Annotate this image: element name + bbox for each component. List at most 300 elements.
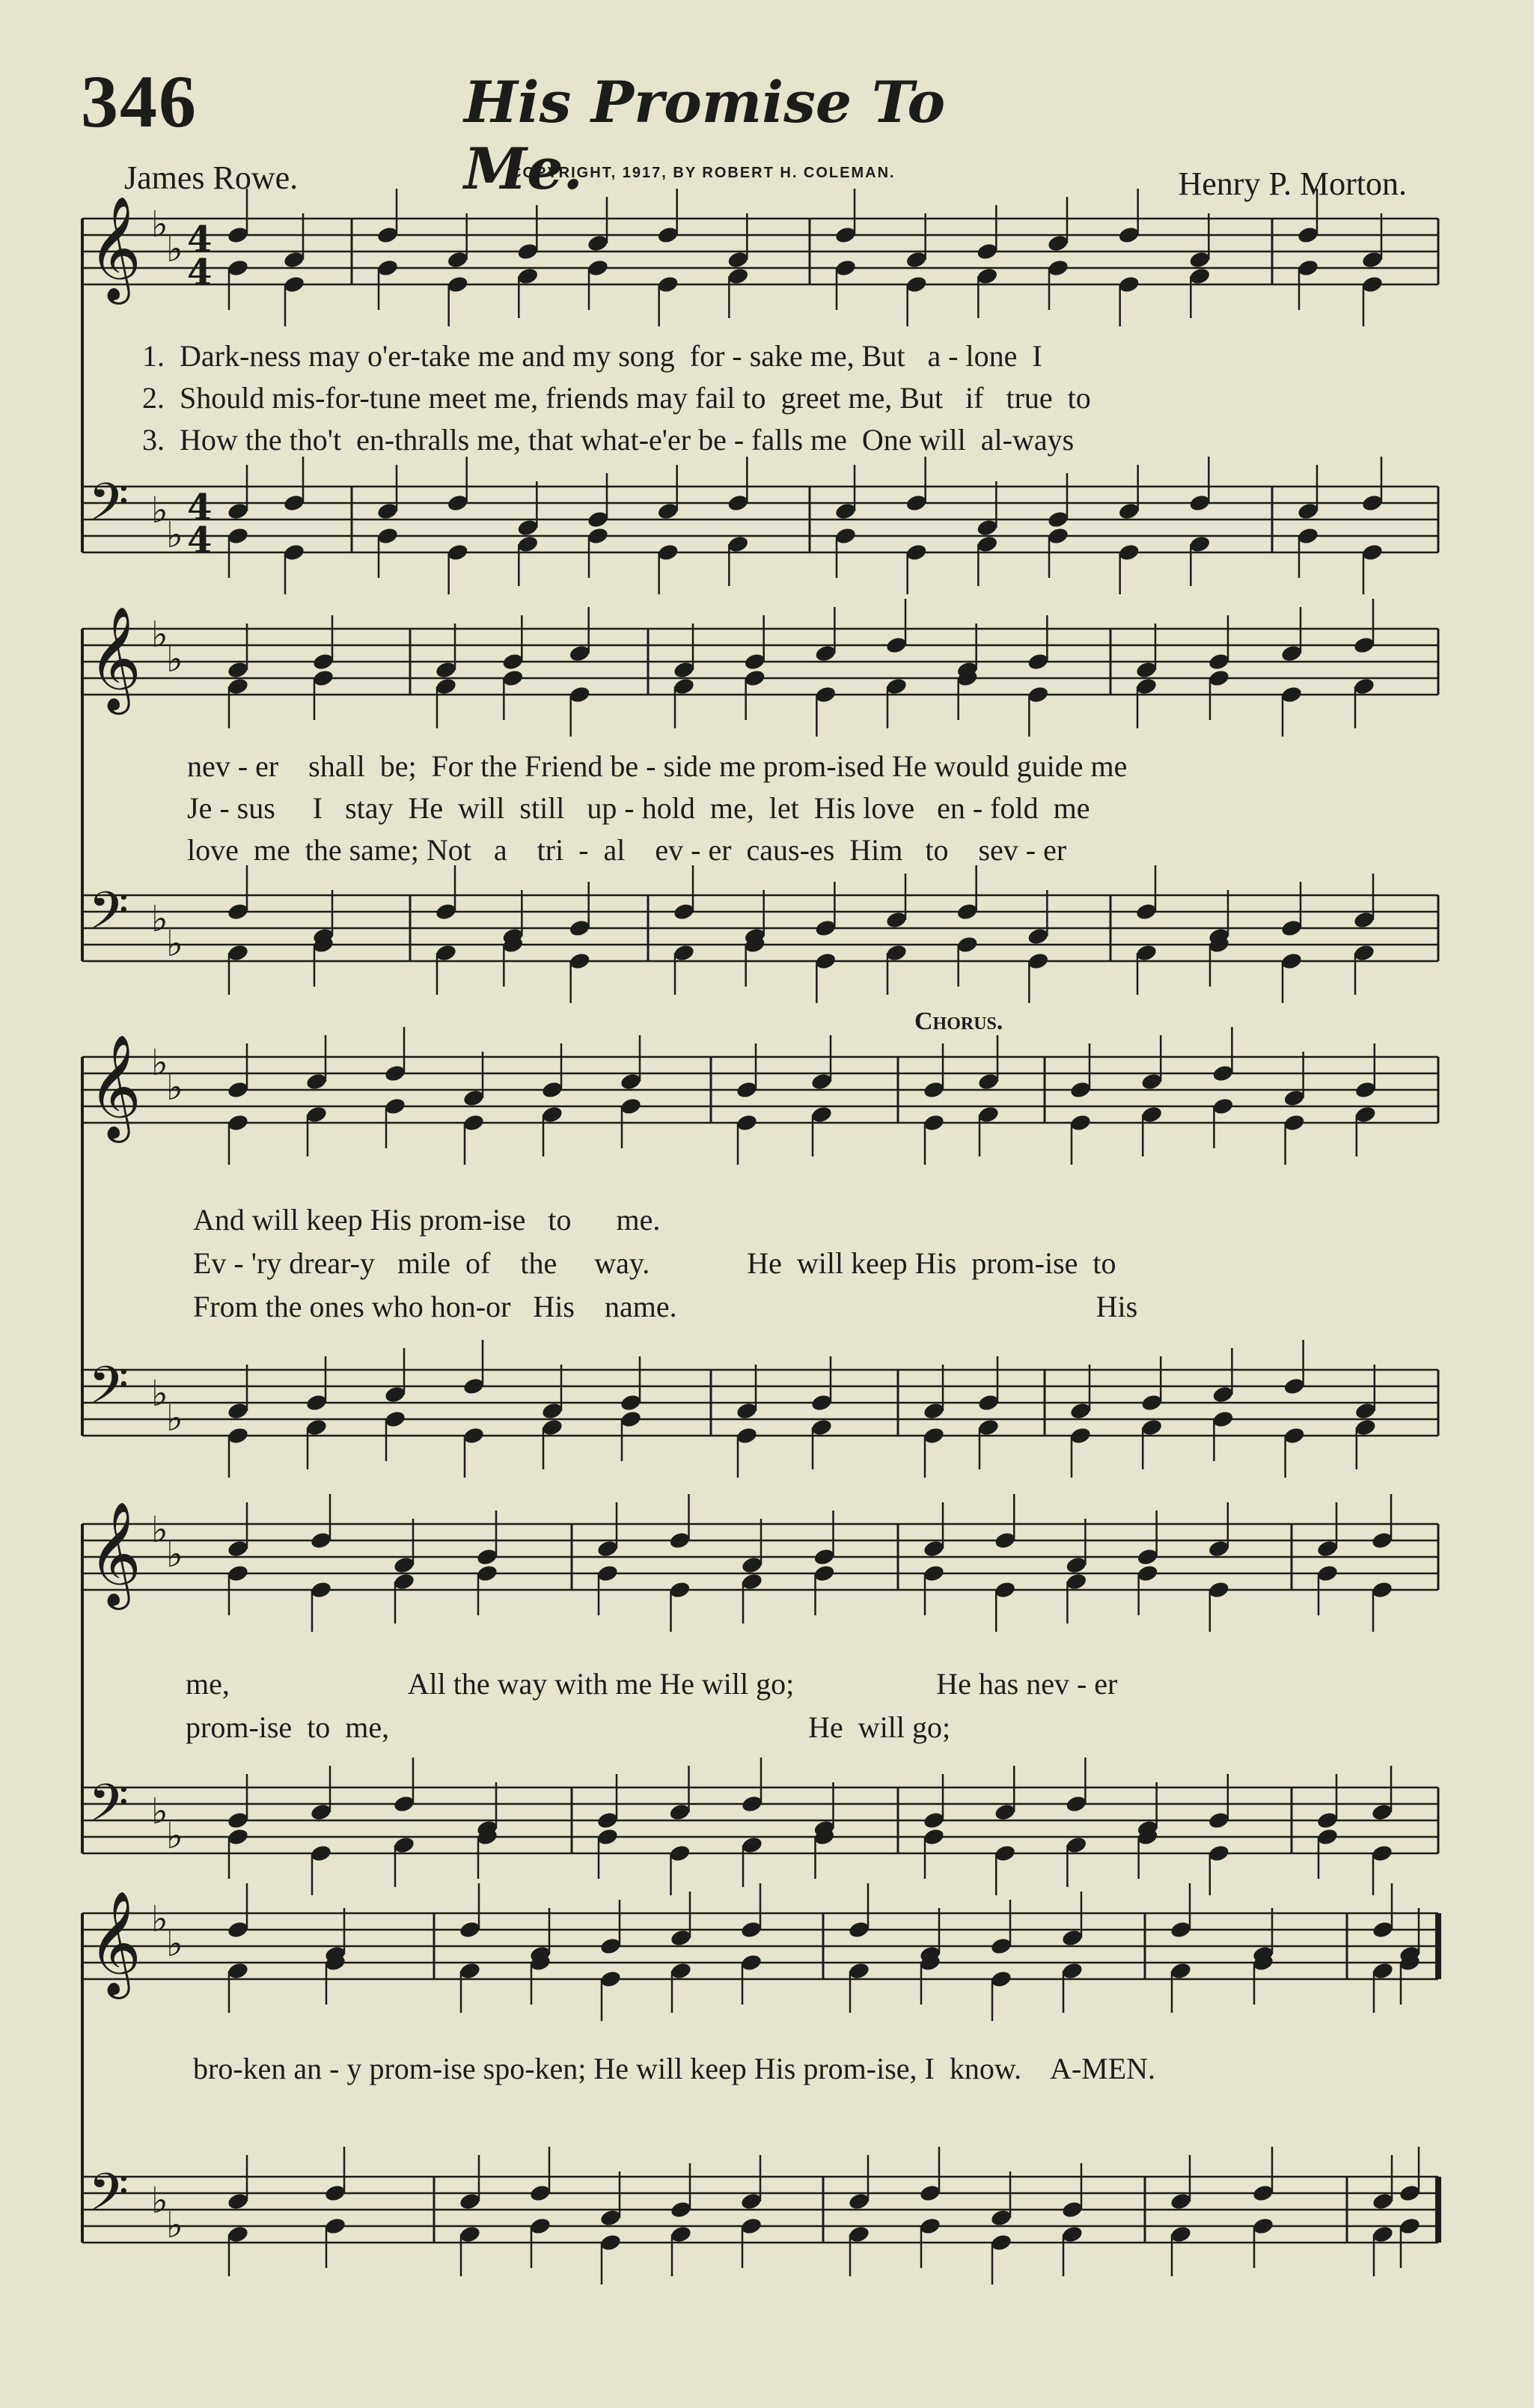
notehead <box>393 1835 416 1855</box>
notehead <box>1283 1088 1306 1108</box>
notehead <box>599 2208 623 2228</box>
notehead <box>305 1105 329 1124</box>
hymn-title: His Promise To Me. <box>464 69 946 202</box>
notehead <box>1211 1409 1235 1429</box>
notehead <box>227 258 250 278</box>
notehead <box>810 1393 834 1412</box>
notehead <box>810 1072 834 1091</box>
notehead <box>305 1418 329 1437</box>
notehead <box>923 1539 946 1558</box>
flat-icon: ♭ <box>166 1815 183 1857</box>
notehead <box>446 275 469 294</box>
notehead <box>462 1377 486 1396</box>
notehead <box>1283 1426 1306 1445</box>
notehead <box>905 493 928 513</box>
notehead <box>541 1105 564 1124</box>
notehead <box>227 2192 250 2211</box>
notehead <box>384 1385 407 1404</box>
flat-icon: ♭ <box>166 638 183 680</box>
notehead <box>670 1928 693 1948</box>
notehead <box>227 1113 250 1133</box>
notehead <box>736 1401 759 1421</box>
notehead <box>384 1097 407 1116</box>
notehead <box>1316 1564 1339 1583</box>
notehead <box>462 1113 486 1133</box>
notehead <box>620 1072 643 1091</box>
notehead <box>1136 1547 1159 1567</box>
notehead <box>923 1811 946 1830</box>
notehead <box>736 1113 759 1133</box>
notehead <box>919 2216 942 2236</box>
notehead <box>283 275 306 294</box>
notehead <box>813 1547 836 1567</box>
notehead <box>599 1969 623 1989</box>
notehead <box>923 1564 946 1583</box>
notehead <box>227 1920 250 1939</box>
notehead <box>1283 1113 1306 1133</box>
notehead <box>905 275 928 294</box>
flat-icon: ♭ <box>151 1509 168 1551</box>
flat-icon: ♭ <box>166 1923 183 1965</box>
notehead <box>1316 1811 1339 1830</box>
notehead <box>994 1802 1017 1822</box>
treble-clef-icon: 𝄞 <box>88 1502 141 1606</box>
notehead <box>476 1564 499 1583</box>
notehead <box>1361 493 1384 513</box>
notehead <box>923 1827 946 1847</box>
notehead <box>1361 543 1384 562</box>
notehead <box>1170 1920 1193 1939</box>
bass-clef-icon: 𝄢 <box>88 1773 129 1846</box>
notehead <box>1208 1539 1231 1558</box>
notehead <box>1140 1072 1164 1091</box>
notehead <box>1136 1564 1159 1583</box>
notehead <box>834 258 858 278</box>
notehead <box>990 2208 1013 2228</box>
notehead <box>848 2192 871 2211</box>
bass-clef-icon: 𝄢 <box>88 880 129 954</box>
notehead <box>1208 668 1231 688</box>
notehead <box>516 534 540 554</box>
notehead <box>596 1827 620 1847</box>
notehead <box>1371 1580 1394 1600</box>
notehead <box>743 652 766 671</box>
lyric-line: love me the same; Not a tri - al ev - er caus-es Him to sev - er <box>187 833 1067 867</box>
notehead <box>813 1564 836 1583</box>
flat-icon: ♭ <box>151 1373 168 1415</box>
notehead <box>1027 652 1050 671</box>
notehead <box>1297 526 1320 546</box>
lyric-line: prom-ise to me, He will go; <box>186 1710 951 1744</box>
notehead <box>976 266 999 286</box>
notehead <box>283 493 306 513</box>
notehead <box>227 1827 250 1847</box>
notehead <box>673 943 696 963</box>
notehead <box>1140 1393 1164 1412</box>
notehead <box>977 1393 1000 1412</box>
notehead <box>1297 502 1320 521</box>
notehead <box>673 677 696 696</box>
notehead <box>885 635 908 655</box>
notehead <box>227 1539 250 1558</box>
time-signature: 4 <box>187 519 213 561</box>
notehead <box>1117 543 1140 562</box>
notehead <box>1170 1961 1193 1981</box>
notehead <box>376 225 400 245</box>
notehead <box>1188 250 1211 269</box>
notehead <box>1061 1961 1084 1981</box>
notehead <box>990 2233 1013 2252</box>
notehead <box>227 1564 250 1583</box>
notehead <box>1170 2225 1193 2244</box>
notehead <box>459 2192 482 2211</box>
notehead <box>848 1920 871 1939</box>
notehead <box>1047 526 1070 546</box>
notehead <box>529 2216 552 2236</box>
notehead <box>668 1531 691 1550</box>
notehead <box>310 1802 333 1822</box>
notehead <box>393 1794 416 1814</box>
notehead <box>596 1811 620 1830</box>
notehead <box>227 943 250 963</box>
notehead <box>446 543 469 562</box>
notehead <box>446 250 469 269</box>
treble-clef-icon: 𝄞 <box>88 1891 141 1995</box>
flat-icon: ♭ <box>166 514 183 556</box>
lyric-line: From the ones who hon-or His name. His <box>193 1290 1138 1323</box>
notehead <box>740 1953 763 1972</box>
notehead <box>905 250 928 269</box>
notehead <box>305 1072 329 1091</box>
notehead <box>324 2183 347 2203</box>
notehead <box>885 943 908 963</box>
notehead <box>673 902 696 921</box>
notehead <box>1372 1920 1395 1939</box>
bass-clef-icon: 𝄢 <box>88 1355 129 1428</box>
notehead <box>227 1811 250 1830</box>
notehead <box>673 660 696 680</box>
notehead <box>227 225 250 245</box>
notehead <box>1297 258 1320 278</box>
notehead <box>620 1393 643 1412</box>
notehead <box>727 493 750 513</box>
notehead <box>227 902 250 921</box>
notehead <box>541 1080 564 1100</box>
flat-icon: ♭ <box>151 1790 168 1832</box>
notehead <box>501 652 525 671</box>
notehead <box>1117 275 1140 294</box>
notehead <box>1371 1802 1394 1822</box>
notehead <box>1135 943 1158 963</box>
notehead <box>541 1418 564 1437</box>
notehead <box>435 660 458 680</box>
notehead <box>227 1080 250 1100</box>
notehead <box>885 677 908 696</box>
notehead <box>668 1844 691 1863</box>
flat-icon: ♭ <box>151 1042 168 1084</box>
notehead <box>620 1097 643 1116</box>
notehead <box>743 668 766 688</box>
notehead <box>670 2200 693 2219</box>
notehead <box>1211 1385 1235 1404</box>
notehead <box>227 1426 250 1445</box>
flat-icon: ♭ <box>151 614 168 656</box>
notehead <box>810 1105 834 1124</box>
treble-clef-icon: 𝄞 <box>88 606 141 710</box>
time-signature: 4 <box>187 487 213 528</box>
notehead <box>376 258 400 278</box>
notehead <box>736 1426 759 1445</box>
notehead <box>1252 2216 1275 2236</box>
notehead <box>435 677 458 696</box>
notehead <box>516 266 540 286</box>
notehead <box>741 1555 764 1575</box>
notehead <box>1027 927 1050 946</box>
notehead <box>1353 943 1376 963</box>
notehead <box>923 1401 946 1421</box>
time-signature: 4 <box>187 252 213 293</box>
notehead <box>848 1961 871 1981</box>
notehead <box>656 275 679 294</box>
notehead <box>568 644 591 663</box>
notehead <box>977 1105 1000 1124</box>
notehead <box>1211 1064 1235 1083</box>
notehead <box>736 1080 759 1100</box>
notehead <box>1280 951 1304 971</box>
notehead <box>1399 2216 1422 2236</box>
lyric-line: me, All the way with me He will go; He has nev - er <box>186 1667 1118 1701</box>
notehead <box>741 1835 764 1855</box>
notehead <box>312 652 335 671</box>
notehead <box>740 2216 763 2236</box>
notehead <box>435 902 458 921</box>
notehead <box>1208 1580 1231 1600</box>
notehead <box>227 2225 250 2244</box>
flat-icon: ♭ <box>166 1534 183 1576</box>
notehead <box>227 660 250 680</box>
chorus-label: Chorus. <box>914 1008 1003 1035</box>
notehead <box>727 534 750 554</box>
treble-clef-icon: 𝄞 <box>88 196 141 300</box>
notehead <box>462 1426 486 1445</box>
notehead <box>1117 225 1140 245</box>
notehead <box>670 2225 693 2244</box>
notehead <box>1372 1961 1395 1981</box>
notehead <box>976 242 999 261</box>
lyric-line: Ev - 'ry drear-y mile of the way. He will keep His prom-ise to <box>193 1246 1116 1280</box>
notehead <box>1140 1105 1164 1124</box>
lyric-line: Je - sus I stay He will still up - hold me, let His love en - fold me <box>187 791 1090 825</box>
notehead <box>905 543 928 562</box>
notehead <box>459 1961 482 1981</box>
notehead <box>446 493 469 513</box>
notehead <box>312 668 335 688</box>
notehead <box>656 543 679 562</box>
notehead <box>1188 493 1211 513</box>
notehead <box>1208 652 1231 671</box>
notehead <box>516 518 540 537</box>
notehead <box>1135 677 1158 696</box>
notehead <box>1353 910 1376 930</box>
flat-icon: ♭ <box>151 898 168 940</box>
notehead <box>393 1555 416 1575</box>
notehead <box>1069 1426 1093 1445</box>
notehead <box>990 1936 1013 1956</box>
notehead <box>814 951 837 971</box>
notehead <box>310 1531 333 1550</box>
flat-icon: ♭ <box>166 1067 183 1109</box>
notehead <box>668 1802 691 1822</box>
notehead <box>1252 2183 1275 2203</box>
notehead <box>885 910 908 930</box>
notehead <box>283 250 306 269</box>
notehead <box>810 1418 834 1437</box>
notehead <box>568 951 591 971</box>
flat-icon: ♭ <box>151 490 168 531</box>
notehead <box>1371 1531 1394 1550</box>
notehead <box>310 1844 333 1863</box>
notehead <box>1188 534 1211 554</box>
notehead <box>384 1064 407 1083</box>
notehead <box>1047 258 1070 278</box>
notehead <box>814 685 837 704</box>
notehead <box>1297 225 1320 245</box>
notehead <box>994 1531 1017 1550</box>
notehead <box>587 526 610 546</box>
notehead <box>1117 502 1140 521</box>
notehead <box>1361 250 1384 269</box>
notehead <box>977 1072 1000 1091</box>
notehead <box>1188 266 1211 286</box>
notehead <box>814 644 837 663</box>
notehead <box>1047 510 1070 529</box>
notehead <box>1135 660 1158 680</box>
notehead <box>1399 2183 1422 2203</box>
notehead <box>741 1572 764 1591</box>
notehead <box>741 1794 764 1814</box>
notehead <box>1027 685 1050 704</box>
notehead <box>587 258 610 278</box>
notehead <box>1208 1844 1231 1863</box>
flat-icon: ♭ <box>166 2204 183 2246</box>
notehead <box>459 1920 482 1939</box>
notehead <box>923 1426 946 1445</box>
notehead <box>1027 951 1050 971</box>
notehead <box>656 225 679 245</box>
notehead <box>923 1080 946 1100</box>
notehead <box>1061 1928 1084 1948</box>
notehead <box>596 1539 620 1558</box>
notehead <box>620 1409 643 1429</box>
notehead <box>1280 685 1304 704</box>
lyric-line: nev - er shall be; For the Friend be - side me prom-ised He would guide me <box>187 749 1128 783</box>
notehead <box>393 1572 416 1591</box>
notehead <box>227 1401 250 1421</box>
notehead <box>568 685 591 704</box>
notehead <box>568 918 591 938</box>
notehead <box>462 1088 486 1108</box>
notehead <box>376 502 400 521</box>
notehead <box>1069 1113 1093 1133</box>
notehead <box>727 266 750 286</box>
notehead <box>1047 234 1070 253</box>
bass-clef-icon: 𝄢 <box>88 2162 129 2235</box>
treble-clef-icon: 𝄞 <box>88 1034 141 1139</box>
notehead <box>1065 1555 1088 1575</box>
notehead <box>976 518 999 537</box>
notehead <box>541 1401 564 1421</box>
notehead <box>596 1564 620 1583</box>
notehead <box>1353 635 1376 655</box>
lyric-line: bro-ken an - y prom-ise spo-ken; He will keep His prom-ise, I know. A-MEN. <box>193 2052 1156 2085</box>
notehead <box>599 2233 623 2252</box>
lyric-line: 2. Should mis-for-tune meet me, friends may fail to greet me, But if true to <box>142 381 1091 415</box>
lyric-line: 3. How the tho't en-thralls me, that what-e'er be - falls me One will al-ways <box>142 423 1075 457</box>
notehead <box>1065 1835 1088 1855</box>
notehead <box>227 1961 250 1981</box>
notehead <box>1061 2225 1084 2244</box>
notehead <box>990 1969 1013 1989</box>
notehead <box>1371 1844 1394 1863</box>
notehead <box>923 1113 946 1133</box>
notehead <box>1280 918 1304 938</box>
notehead <box>1372 2192 1395 2211</box>
flat-icon: ♭ <box>166 923 183 965</box>
notehead <box>740 1920 763 1939</box>
notehead <box>1211 1097 1235 1116</box>
notehead <box>1140 1418 1164 1437</box>
notehead <box>529 2183 552 2203</box>
notehead <box>994 1580 1017 1600</box>
notehead <box>834 502 858 521</box>
notehead <box>668 1580 691 1600</box>
notehead <box>1354 1401 1378 1421</box>
notehead <box>670 1961 693 1981</box>
notehead <box>384 1409 407 1429</box>
notehead <box>599 1936 623 1956</box>
flat-icon: ♭ <box>166 1397 183 1439</box>
notehead <box>1065 1794 1088 1814</box>
copyright-notice: COPYRIGHT, 1917, BY ROBERT H. COLEMAN. <box>510 165 896 181</box>
notehead <box>727 250 750 269</box>
notehead <box>1354 1080 1378 1100</box>
notehead <box>459 2225 482 2244</box>
notehead <box>834 526 858 546</box>
notehead <box>956 935 979 954</box>
notehead <box>1354 1418 1378 1437</box>
notehead <box>919 2183 942 2203</box>
notehead <box>227 677 250 696</box>
notehead <box>848 2225 871 2244</box>
lyric-line: 1. Dark-ness may o'er-take me and my song for - sake me, But a - lone I <box>142 339 1042 373</box>
notehead <box>1354 1105 1378 1124</box>
flat-icon: ♭ <box>151 204 168 246</box>
notehead <box>587 234 610 253</box>
notehead <box>1069 1080 1093 1100</box>
notehead <box>1316 1827 1339 1847</box>
notehead <box>227 526 250 546</box>
flat-icon: ♭ <box>151 2180 168 2222</box>
bass-clef-icon: 𝄢 <box>88 472 129 545</box>
notehead <box>227 502 250 521</box>
notehead <box>501 668 525 688</box>
notehead <box>1280 644 1304 663</box>
notehead <box>1361 275 1384 294</box>
notehead <box>476 1547 499 1567</box>
lyricist-credit: James Rowe. <box>124 159 299 196</box>
notehead <box>740 2192 763 2211</box>
notehead <box>1353 677 1376 696</box>
